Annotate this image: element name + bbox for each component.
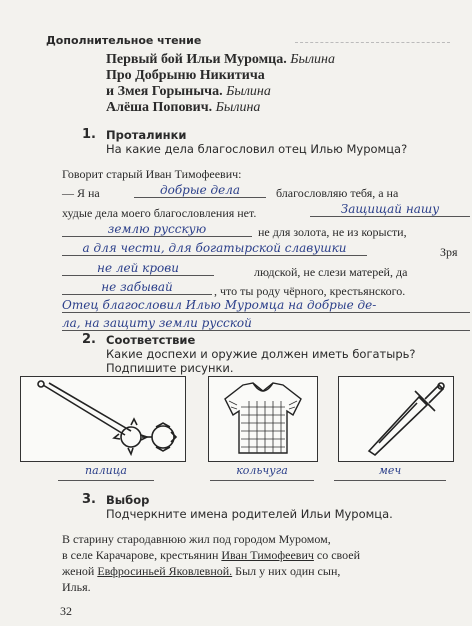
father-name[interactable]: Иван Тимофеевич [221, 548, 314, 562]
task-3-number: 3. [82, 492, 96, 507]
task-3-line-4: Илья. [62, 580, 91, 594]
task-1-line-5c: Зря [440, 245, 458, 259]
answer-field-2[interactable]: Защищай нашу [310, 202, 470, 217]
task-2-title: Соответствие [106, 333, 196, 347]
story-title-2: Про Добрыню Никитича [106, 68, 265, 83]
answer-field-8[interactable]: ла, на защиту земли русской [62, 316, 470, 331]
faded-header-line [295, 42, 450, 43]
story-title-3: и Змея Горыныча. Былина [106, 84, 271, 99]
sword-icon [339, 377, 453, 461]
task-3-line-3: женой Евфросиньей Яковлевной. Был у них один сын, [62, 564, 341, 578]
page-number: 32 [60, 604, 72, 618]
task-1-line-1: Говорит старый Иван Тимофеевич: [62, 167, 242, 181]
sword-picture-box [338, 376, 454, 462]
label-field-1[interactable]: палица [58, 464, 154, 481]
mother-name[interactable]: Евфросиньей Яковлевной. [97, 564, 233, 578]
answer-field-3[interactable]: землю русскую [62, 222, 252, 237]
task-1-line-2a: — Я на [62, 186, 100, 200]
task-3-line-1: В старину стародавнюю жил под городом Муромом, [62, 532, 331, 546]
task-1-line-2b: благословляю тебя, а на [276, 186, 399, 200]
task-2-question-line-1: Какие доспехи и оружие должен иметь богатырь? [106, 347, 416, 361]
label-field-2[interactable]: кольчуга [210, 464, 314, 481]
mace-picture-box [20, 376, 186, 462]
task-2-number: 2. [82, 332, 96, 347]
story-title-4: Алёша Попович. Былина [106, 100, 261, 115]
answer-field-1[interactable]: добрые дела [134, 183, 266, 198]
chainmail-icon [209, 377, 317, 461]
task-3-title: Выбор [106, 493, 150, 507]
task-1-number: 1. [82, 127, 96, 142]
task-1-line-4b: не для золота, не из корысти, [258, 225, 407, 239]
task-3-line-2: в селе Карачарове, крестьянин Иван Тимофеевич со своей [62, 548, 361, 562]
answer-field-7[interactable]: Отец благословил Илью Муромца на добрые де- [62, 298, 470, 313]
mace-icon [21, 377, 185, 461]
task-1-title: Проталинки [106, 128, 187, 142]
section-heading: Дополнительное чтение [46, 34, 202, 47]
task-1-line-3a: худые дела моего благословления нет. [62, 206, 257, 220]
label-field-3[interactable]: меч [334, 464, 446, 481]
answer-field-5[interactable]: не лей крови [62, 261, 214, 276]
chainmail-picture-box [208, 376, 318, 462]
task-3-question: Подчеркните имена родителей Ильи Муромца. [106, 507, 393, 521]
task-1-line-7b: , что ты роду чёрного, крестьянского. [214, 284, 406, 298]
answer-field-6[interactable]: не забывай [62, 280, 212, 295]
story-title-1: Первый бой Ильи Муромца. Былина [106, 52, 335, 67]
task-1-question: На какие дела благословил отец Илью Муромца? [106, 142, 408, 156]
task-1-line-6b: людской, не слези матерей, да [254, 265, 408, 279]
task-2-question-line-2: Подпишите рисунки. [106, 361, 234, 375]
answer-field-4[interactable]: а для чести, для богатырской славушки [62, 241, 367, 256]
